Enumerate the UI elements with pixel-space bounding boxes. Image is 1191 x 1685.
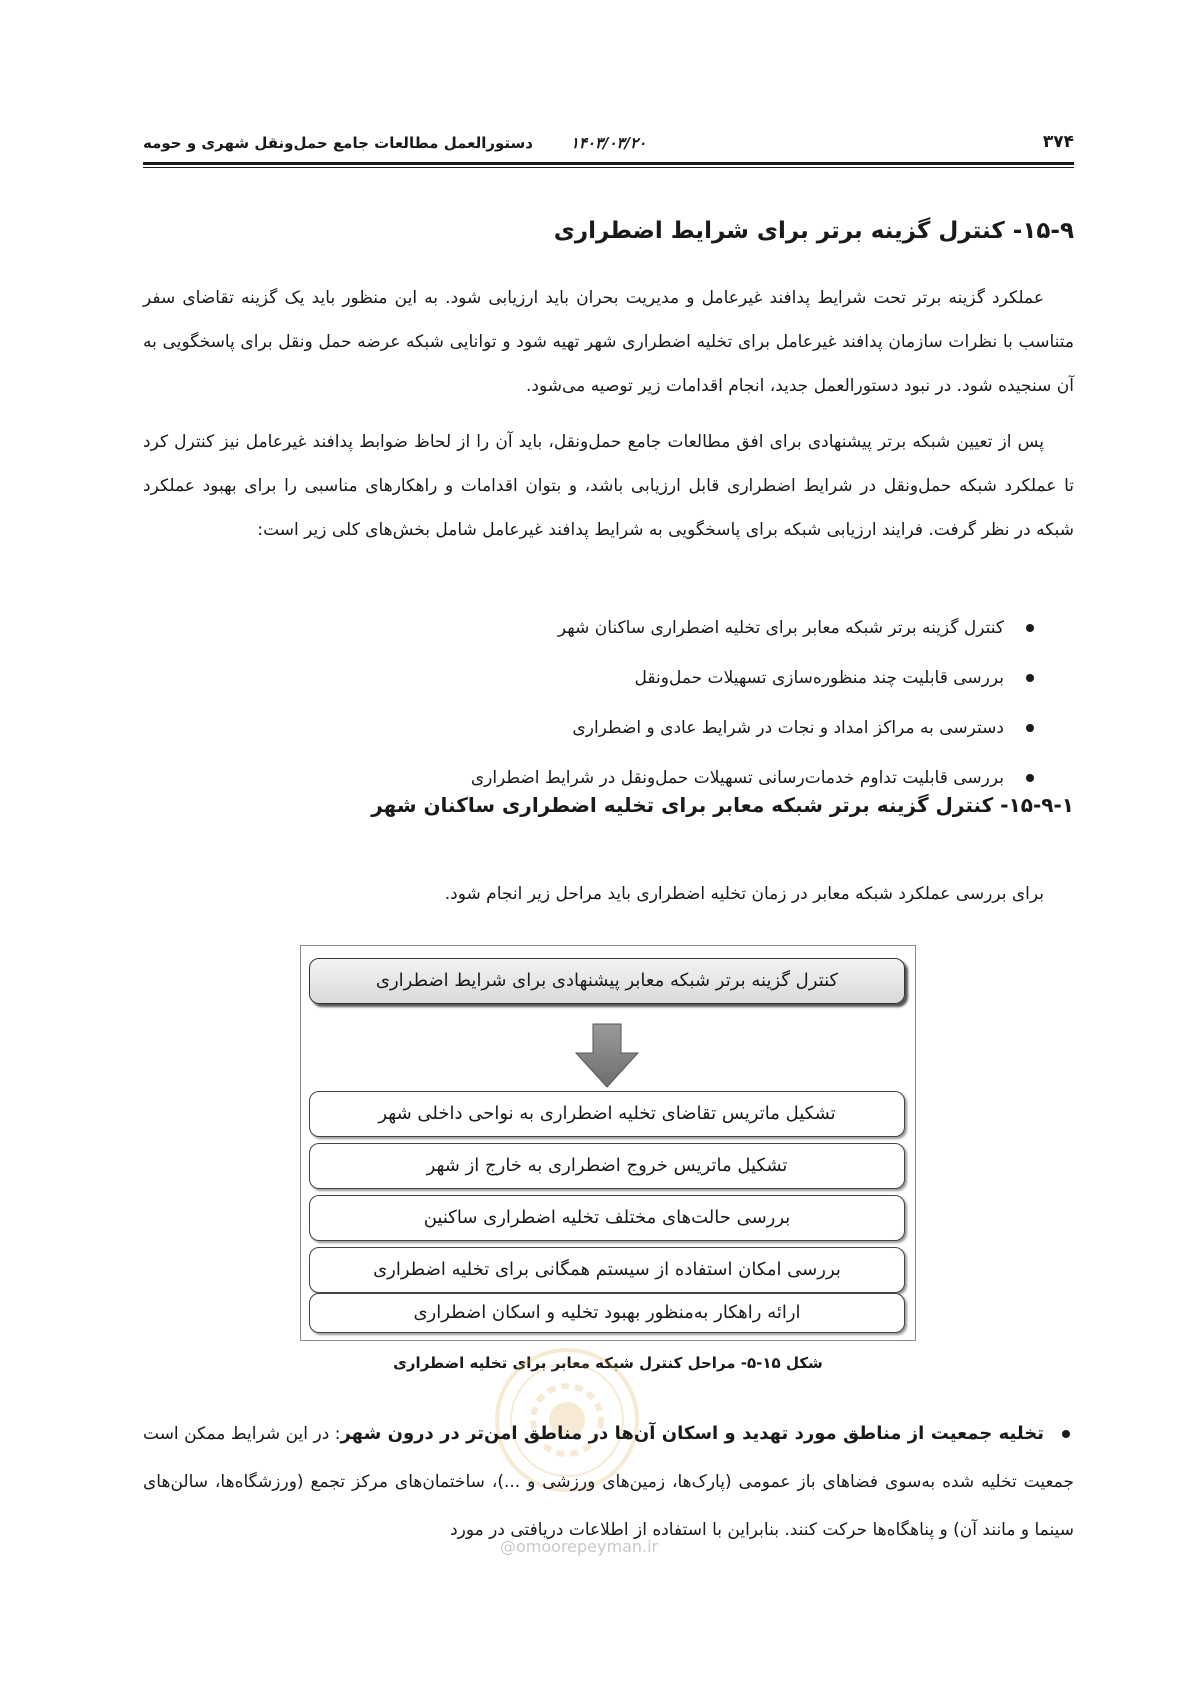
flowchart-step-box: بررسی حالت‌های مختلف تخلیه اضطراری ساکنین — [309, 1195, 905, 1241]
list-item — [471, 703, 1074, 753]
list-item-text: بررسی قابلیت تداوم خدمات‌رسانی تسهیلات حمل‌ونقل در شرایط اضطراری — [470, 768, 1004, 788]
section-paragraph-2: پس از تعیین شبکه برتر پیشنهادی برای افق مطالعات جامع حمل‌ونقل، باید آن را از لحاظ ضوابط پدافند غیرعامل نیز کنترل کرد تا عملکرد شبکه حمل‌ونقل در شرایط اضطراری قابل ارزیابی باشد، و بتوان اقدامات و راهکارهای مناسبی را برای بهبود عملکرد شبکه در نظر گرفت. فرایند ارزیابی شبکه برای پاسخگویی به شرایط پدافند غیرعامل شامل بخش‌های کلی زیر است: — [143, 432, 1074, 540]
bullet-dot-icon — [1026, 724, 1034, 732]
subsection-heading: ۱۵-۹-۱- کنترل گزینه برتر شبکه معابر برای تخلیه اضطراری ساکنان شهر — [371, 793, 1074, 817]
header-date: ۱۴۰۳/۰۳/۲۰ — [570, 134, 647, 152]
bullet-dot-icon — [1026, 624, 1034, 632]
page-number: ۳۷۴ — [1042, 132, 1074, 152]
list-item-text: بررسی قابلیت چند منظوره‌سازی تسهیلات حمل‌ونقل — [634, 668, 1004, 688]
list-item — [471, 653, 1074, 703]
bullet-bold-lead: تخلیه جمعیت از مناطق مورد تهدید و اسکان آن‌ها در مناطق امن‌تر در درون شهر — [340, 1423, 1044, 1444]
flowchart-step-box: تشکیل ماتریس خروج اضطراری به خارج از شهر — [309, 1143, 905, 1189]
down-arrow-icon — [575, 1023, 639, 1088]
section-paragraph-1: عملکرد گزینه برتر تحت شرایط پدافند غیرعامل و مدیریت بحران باید ارزیابی شود. به این منظور باید یک گزینه تقاضای سفر متناسب با نظرات سازمان پدافند غیرعامل برای تخلیه اضطراری شهر تهیه شود و توانایی شبکه عرضه حمل ونقل برای پاسخگویی به آن سنجیده شود. در نبود دستورالعمل جدید، انجام اقدامات زیر توصیه می‌شود. — [143, 288, 1074, 396]
flowchart-top-box: کنترل گزینه برتر شبکه معابر پیشنهادی برای شرایط اضطراری — [309, 958, 905, 1004]
page-header — [143, 124, 1074, 158]
bullet-dot-icon — [1026, 674, 1034, 682]
bottom-bullet-paragraph — [143, 1410, 1074, 1554]
header-rule-thin — [143, 167, 1074, 168]
flowchart-step-box: ارائه راهکار به‌منظور بهبود تخلیه و اسکان اضطراری — [309, 1293, 905, 1333]
list-item-text: کنترل گزینه برتر شبکه معابر برای تخلیه اضطراری ساکنان شهر — [557, 618, 1004, 638]
section-bullet-list — [471, 603, 1074, 803]
flowchart-step-box: تشکیل ماتریس تقاضای تخلیه اضطراری به نواحی داخلی شهر — [309, 1091, 905, 1137]
bullet-dot-icon — [1026, 774, 1034, 782]
list-item — [471, 603, 1074, 653]
watermark-text: @omoorepeyman.ir — [500, 1537, 659, 1556]
figure-caption: شکل ۱۵-۵- مراحل کنترل شبکه معابر برای تخلیه اضطراری — [393, 1354, 823, 1372]
flowchart-figure — [300, 945, 916, 1341]
subsection-paragraph: برای بررسی عملکرد شبکه معابر در زمان تخلیه اضطراری باید مراحل زیر انجام شود. — [444, 884, 1044, 904]
header-document-title: دستورالعمل مطالعات جامع حمل‌ونقل شهری و حومه — [143, 134, 533, 152]
bullet-dot-icon — [1062, 1430, 1070, 1438]
flowchart-step-box: بررسی امکان استفاده از سیستم همگانی برای تخلیه اضطراری — [309, 1247, 905, 1293]
header-rule-thick — [143, 162, 1074, 165]
section-heading: ۱۵-۹- کنترل گزینه برتر برای شرایط اضطراری — [553, 218, 1074, 244]
bullet-body-text: : در این شرایط ممکن است جمعیت تخلیه شده به‌سوی فضاهای باز عمومی (پارک‌ها، زمین‌های ورزشی و ...)، ساختمان‌های مرکز تجمع (ورزشگاه‌ها، سالن‌های سینما و مانند آن) و پناهگاه‌ها حرکت کنند. بنابراین با استفاده از اطلاعات دریافتی در مورد — [143, 1424, 1074, 1540]
list-item-text: دسترسی به مراکز امداد و نجات در شرایط عادی و اضطراری — [572, 718, 1004, 738]
